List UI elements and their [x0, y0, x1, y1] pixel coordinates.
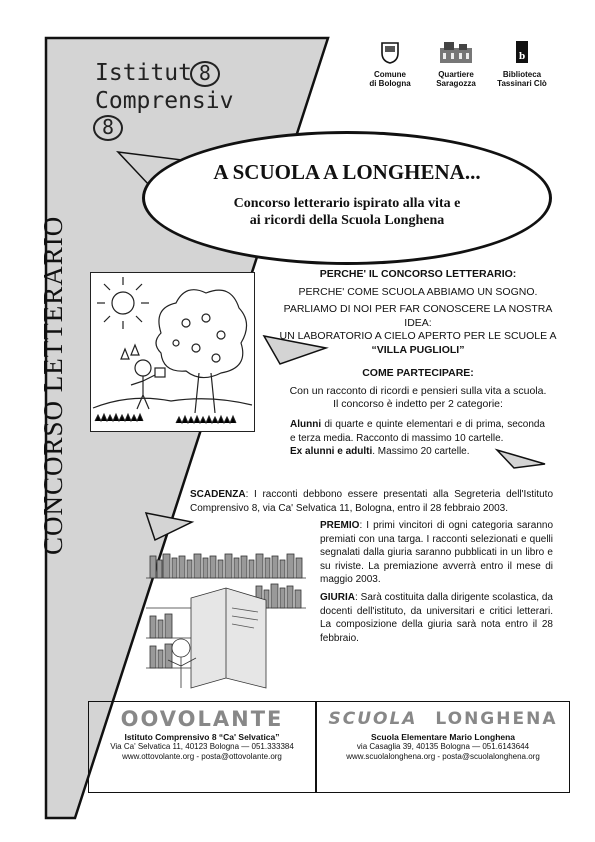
istituto-comprensivo-logo: [95, 60, 235, 139]
footer-left: [89, 702, 315, 762]
crest-icon: [379, 40, 401, 64]
logo-line-2: Comprensiv: [95, 88, 234, 114]
child-drawing-illustration: [90, 272, 255, 432]
section-premio: [320, 519, 553, 587]
partecipare-line-2: Il concorso è indetto per 2 categorie:: [333, 398, 503, 410]
footer-right: [317, 702, 569, 762]
giuria-label: GIURIA: [320, 592, 355, 603]
footer-right-name: Scuola Elementare Mario Longhena: [370, 732, 516, 742]
alunni-text: di quarte e quinte elementari e di prima, seconda e terza media. Racconto di massimo 10 cartelle.: [290, 419, 545, 444]
sponsor-line: Saragozza: [436, 79, 476, 88]
bookshelf-illustration: [146, 548, 306, 698]
sponsor-line: Biblioteca: [502, 70, 542, 79]
bookshelf-drawing: [146, 548, 306, 698]
perche-line-2: PARLIAMO DI NOI PER FAR CONOSCERE LA NOSTRA IDEA:: [283, 303, 553, 329]
ex-alunni-label: Ex alunni e adulti: [290, 446, 373, 457]
concorso-letterario-title: CONCORSO LETTERARIO: [38, 215, 68, 555]
ex-alunni-text: . Massimo 20 cartelle.: [372, 446, 470, 457]
scadenza-text: : I racconti debbono essere presentati alla Segreteria dell'Istituto Comprensivo 8, via Ca' Selvatica 11, Bologna, entro il 28 febbraio 2003.: [190, 489, 553, 514]
sponsor-biblioteca: [489, 40, 555, 88]
sponsor-line: di Bologna: [369, 79, 411, 88]
svg-text:b: b: [518, 52, 526, 62]
section-partecipare: [278, 367, 558, 412]
ottovolante-logo: OOVOLANTE: [120, 707, 284, 731]
perche-line-3: UN LABORATORIO A CIELO APERTO PER LE SCUOLE A: [279, 330, 557, 342]
footer-left-name: Istituto Comprensivo 8 “Ca' Selvatica”: [124, 732, 280, 742]
alunni-label: Alunni: [290, 419, 322, 430]
sponsor-line: Quartiere: [438, 70, 474, 79]
footer-left-web[interactable]: www.ottovolante.org - posta@ottovolante.org: [122, 752, 282, 761]
scadenza-label: SCADENZA: [190, 489, 246, 500]
sponsor-line: Comune: [374, 70, 406, 79]
sponsor-comune: [360, 40, 420, 88]
footer-right-web[interactable]: www.scuolalonghena.org - posta@scuolalonghena.org: [346, 752, 540, 761]
section-giuria: [320, 591, 553, 645]
headline-subtitle-1: Concorso letterario ispirato alla vita e: [233, 196, 461, 211]
headline-oval: [142, 131, 552, 265]
logo-digit-1: 8: [190, 61, 220, 87]
footer-left-address: Via Ca' Selvatica 11, 40123 Bologna — 051.333384: [110, 742, 294, 751]
partecipare-line-1: Con un racconto di ricordi e pensieri sulla vita a scuola.: [289, 384, 547, 397]
perche-heading: PERCHE' IL CONCORSO LETTERARIO:: [319, 268, 517, 280]
footer-right-address: via Casaglia 39, 40135 Bologna — 051.6143644: [356, 742, 530, 751]
headline-title: A SCUOLA A LONGHENA...: [213, 160, 481, 184]
section-scadenza: [190, 488, 553, 515]
section-perche: [278, 268, 558, 357]
headline-subtitle-2: ai ricordi della Scuola Longhena: [249, 213, 445, 228]
sponsor-quartiere: [426, 40, 486, 88]
scuola-longhena-logo: [317, 709, 569, 729]
logo-scuola: SCUOLA: [328, 709, 418, 729]
premio-text: : I primi vincitori di ogni categoria saranno premiati con una targa. I racconti selezionati e quelli segnalati dalla giuria saranno pubblicati in un libro e su riviste. La premiazione avverrà entro il mese di maggio 2003.: [320, 520, 553, 585]
logo-longhena: LONGHENA: [435, 709, 558, 729]
footer-box: [88, 701, 570, 793]
logo-digit-2: 8: [93, 115, 123, 141]
sun-tree-child-drawing: [91, 273, 254, 431]
logo-line-1: Istitut: [95, 60, 192, 86]
perche-line-1: PERCHE' COME SCUOLA ABBIAMO UN SOGNO.: [298, 285, 538, 298]
partecipare-categories: [290, 418, 545, 459]
partecipare-heading: COME PARTECIPARE:: [362, 367, 474, 379]
giuria-text: : Sarà costituita dalla dirigente scolastica, da docenti dell'istituto, da universitari e critici letterari. La composizione della giuria sarà nota entro il 28 febbraio.: [320, 592, 553, 644]
library-icon: [511, 40, 533, 64]
perche-line-4: “VILLA PUGLIOLI”: [371, 343, 465, 356]
pointer-triangle-low: [146, 513, 192, 540]
building-icon: [439, 40, 473, 64]
premio-label: PREMIO: [320, 520, 360, 531]
vertical-title: [38, 150, 78, 555]
sponsor-line: Tassinari Clò: [497, 79, 547, 88]
